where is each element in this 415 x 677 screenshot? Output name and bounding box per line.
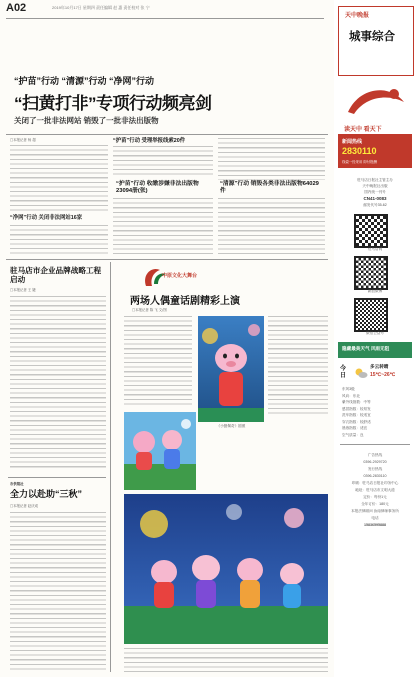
culture-photo-3 <box>124 494 328 644</box>
qr-code-3 <box>354 298 388 332</box>
weather-banner-text: 隐藏最美天气 风雨无阻 <box>342 346 390 351</box>
story1-byline: □本报记者 王 婕 <box>10 288 36 292</box>
story2-headline: 全力以赴助“三秋” <box>10 489 83 499</box>
culture-logo-text: 中原文化大舞台 <box>162 273 198 279</box>
masthead-logo: 天中晚报 <box>345 12 370 19</box>
footer-line: 全年订价：180元 <box>361 502 389 506</box>
hotline-number: 2830110 <box>342 146 377 156</box>
contact-line-4: CN41-0083 <box>363 196 387 201</box>
footer-line: 定价：每份1元 <box>363 495 387 499</box>
hotline-note: 线索一经采用 即付报酬 <box>342 160 377 164</box>
left-divider <box>8 477 106 478</box>
lead-kicker: “护苗”行动 “清源”行动 “净网”行动 <box>14 76 155 86</box>
sidebar-divider <box>340 444 410 445</box>
lead-box3-title: “护苗”行动 收缴涉嫌非法出版物23094册(张) <box>116 181 199 194</box>
lead-body-col2 <box>113 146 213 176</box>
weather-line: 晨练指数：适宜 <box>342 426 368 430</box>
contact-line-2: 天中晚报社出版 <box>362 184 388 188</box>
weather-temp: 15℃~26℃ <box>370 372 396 378</box>
qr-label-3: 微信公众号 <box>366 331 384 335</box>
lead-box2-title: “净网”行动 关闭非法网站16家 <box>10 215 83 221</box>
weather-text: 多云转晴 <box>370 364 389 369</box>
lead-body-col1 <box>10 145 108 213</box>
story1-body <box>10 296 106 471</box>
section-name: 城事综合 <box>349 31 395 43</box>
story1-headline: 驻马店市企业品牌战略工程启动 <box>10 266 102 284</box>
lead-body-col1b <box>10 225 108 255</box>
story2-byline: □本报记者 赵庆成 <box>10 504 39 508</box>
lead-body-col2b <box>113 198 213 254</box>
section-divider <box>6 259 328 260</box>
contact-line-3: 国内统一刊号 <box>364 190 386 194</box>
culture-photo-2 <box>124 412 196 490</box>
lead-byline: □本报记者 杨 超 <box>10 138 36 142</box>
footer-line: 地址：驻马店市文明大道 <box>355 488 395 492</box>
footer-line: 15836595888 <box>364 523 386 527</box>
lead-divider <box>6 134 328 135</box>
page-number: A02 <box>6 2 27 14</box>
lead-box1-title: “护苗”行动 受理举报线索20件 <box>113 138 186 144</box>
lead-box4-title: “清源”行动 销毁各类非法出版物64029件 <box>220 181 319 194</box>
qr-label-2: 新浪微博 <box>367 289 383 293</box>
footer-line: 广告热线 <box>367 453 383 457</box>
weather-line: 洗车指数：较适宜 <box>342 413 371 417</box>
culture-section-logo <box>140 264 200 290</box>
decorative-emblem <box>338 80 412 122</box>
lead-headline: “扫黄打非”专项行动频亮剑 <box>14 94 212 113</box>
footer-line: 发行热线 <box>367 467 383 471</box>
footer-line: 印刷：驻马店日报社印务中心 <box>351 481 399 485</box>
qr-code-1 <box>354 214 388 248</box>
footer-line: 0396-2929720 <box>363 460 387 464</box>
lead-subhead: 关闭了一批非法网站 销毁了一批非法出版物 <box>14 116 159 125</box>
qr-code-2 <box>354 256 388 290</box>
weather-line: 空气质量：良 <box>342 432 364 437</box>
lead-body-col3 <box>218 138 325 180</box>
culture-body-col1 <box>124 316 192 408</box>
culture-body-col2 <box>268 316 328 416</box>
lead-body-col3b <box>218 198 325 254</box>
publication-info <box>338 452 412 529</box>
hotline-label: 新闻热线 <box>342 139 363 145</box>
weather-line: 穿衣指数：较舒适 <box>342 419 371 424</box>
weather-line: 东风3级 <box>342 387 355 391</box>
footer-line: 电话 <box>371 516 379 520</box>
story2-kicker: 市供销社 <box>10 482 24 486</box>
column-rule <box>110 262 111 672</box>
footer-line: 本报法律顾问 汝南律师事务所 <box>351 509 399 513</box>
sidebar-slogan: 读天中 看天下 <box>344 127 382 133</box>
footer-line: 0396-2830110 <box>363 474 387 478</box>
contact-line-5: 邮发代号35-62 <box>363 203 387 207</box>
culture-photo-caption: 《小猪佩奇》剧照 <box>216 424 246 428</box>
culture-byline: □本报记者 陈 飞 文/图 <box>132 308 167 312</box>
culture-body-bottom <box>124 648 328 672</box>
qr-label-1: 驻马店网 <box>367 247 383 251</box>
date-line: 2019年10月17日 星期四 责任编辑 赵 惠 责任校对 张 宁 <box>52 5 150 10</box>
weather-line: 风向：东北 <box>342 393 360 398</box>
contact-line-1: 驻马店日报社主管主办 <box>357 178 393 182</box>
culture-headline: 两场人偶童话剧精彩上演 <box>130 296 240 307</box>
culture-photo-1 <box>198 316 264 422</box>
weather-icon <box>354 364 368 383</box>
weather-line: 感冒指数：较易发 <box>342 406 371 411</box>
weather-detail-list <box>342 386 412 438</box>
weather-day: 今日 <box>340 366 347 379</box>
story2-body <box>10 512 106 672</box>
weather-line: 紫外线指数：中等 <box>342 400 371 404</box>
